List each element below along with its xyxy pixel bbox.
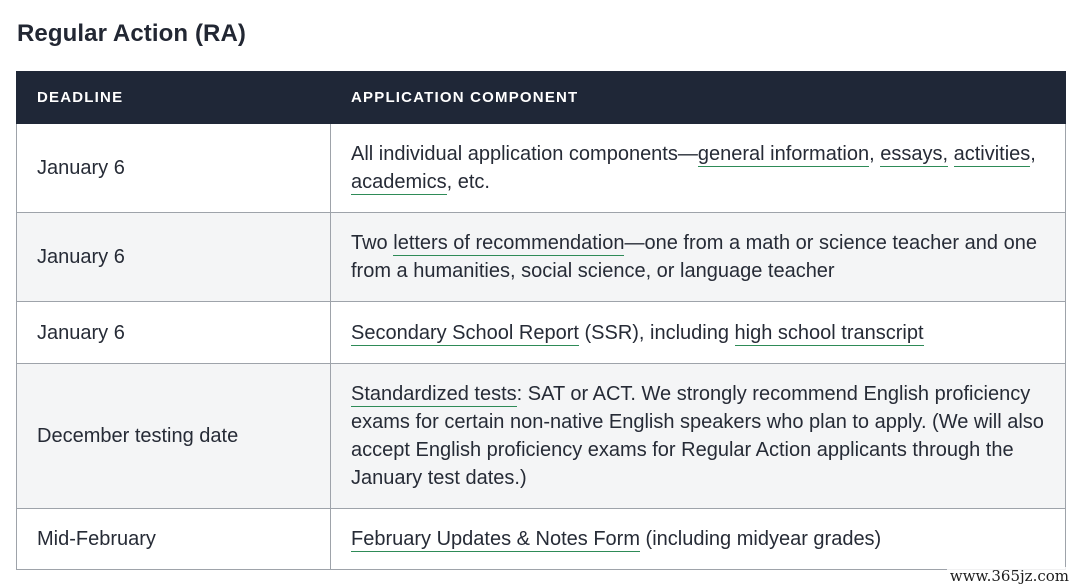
header-deadline: DEADLINE [17, 72, 331, 124]
component-cell [331, 302, 1066, 364]
header-application-component: APPLICATION COMPONENT [331, 72, 1066, 124]
component-cell [331, 124, 1066, 213]
component-link[interactable]: academics [351, 171, 447, 193]
table-row [17, 124, 1066, 213]
deadlines-table [16, 71, 1066, 570]
component-link[interactable]: essays, [880, 143, 949, 165]
table-row [17, 364, 1066, 509]
deadline-cell: December testing date [17, 364, 331, 509]
component-text: , etc. [446, 171, 490, 193]
deadline-cell: January 6 [17, 213, 331, 302]
watermark: www.365jz.com [947, 567, 1072, 585]
component-text: : SAT or ACT. We strongly recommend English proficiency exams for certain non-native English speakers who plan to apply. (We will also accept English proficiency exams for Regular Action applicants through the January test dates.) [351, 383, 1044, 489]
component-link[interactable]: general information [697, 143, 870, 165]
component-link[interactable]: Standardized tests [351, 383, 517, 405]
deadline-cell: January 6 [17, 124, 331, 213]
component-link[interactable]: letters of recommendation [393, 232, 625, 254]
deadline-cell: Mid-February [17, 509, 331, 570]
table-header-row [17, 72, 1066, 124]
table-body [17, 124, 1066, 570]
component-cell [331, 213, 1066, 302]
deadline-cell: January 6 [17, 302, 331, 364]
component-cell [331, 509, 1066, 570]
component-link[interactable]: Secondary School Report [351, 321, 579, 344]
component-link[interactable]: activities [953, 143, 1031, 165]
component-text: All individual application components— [351, 143, 698, 165]
component-cell [331, 364, 1066, 509]
component-link[interactable]: February Updates & Notes Form [351, 528, 640, 550]
component-text: Two [351, 232, 394, 254]
component-text: (including midyear grades) [640, 528, 882, 550]
table-row [17, 302, 1066, 364]
section-title: Regular Action (RA) [17, 20, 247, 47]
component-text: (SSR), including [578, 321, 735, 344]
component-text [948, 143, 954, 165]
component-link[interactable]: high school transcript [734, 321, 924, 344]
table-row [17, 213, 1066, 302]
table-row [17, 509, 1066, 570]
component-text: , [1030, 143, 1036, 165]
component-text: —one from a math or science teacher and one from a humanities, social science, or language teacher [351, 232, 1037, 282]
component-text: , [869, 143, 881, 165]
